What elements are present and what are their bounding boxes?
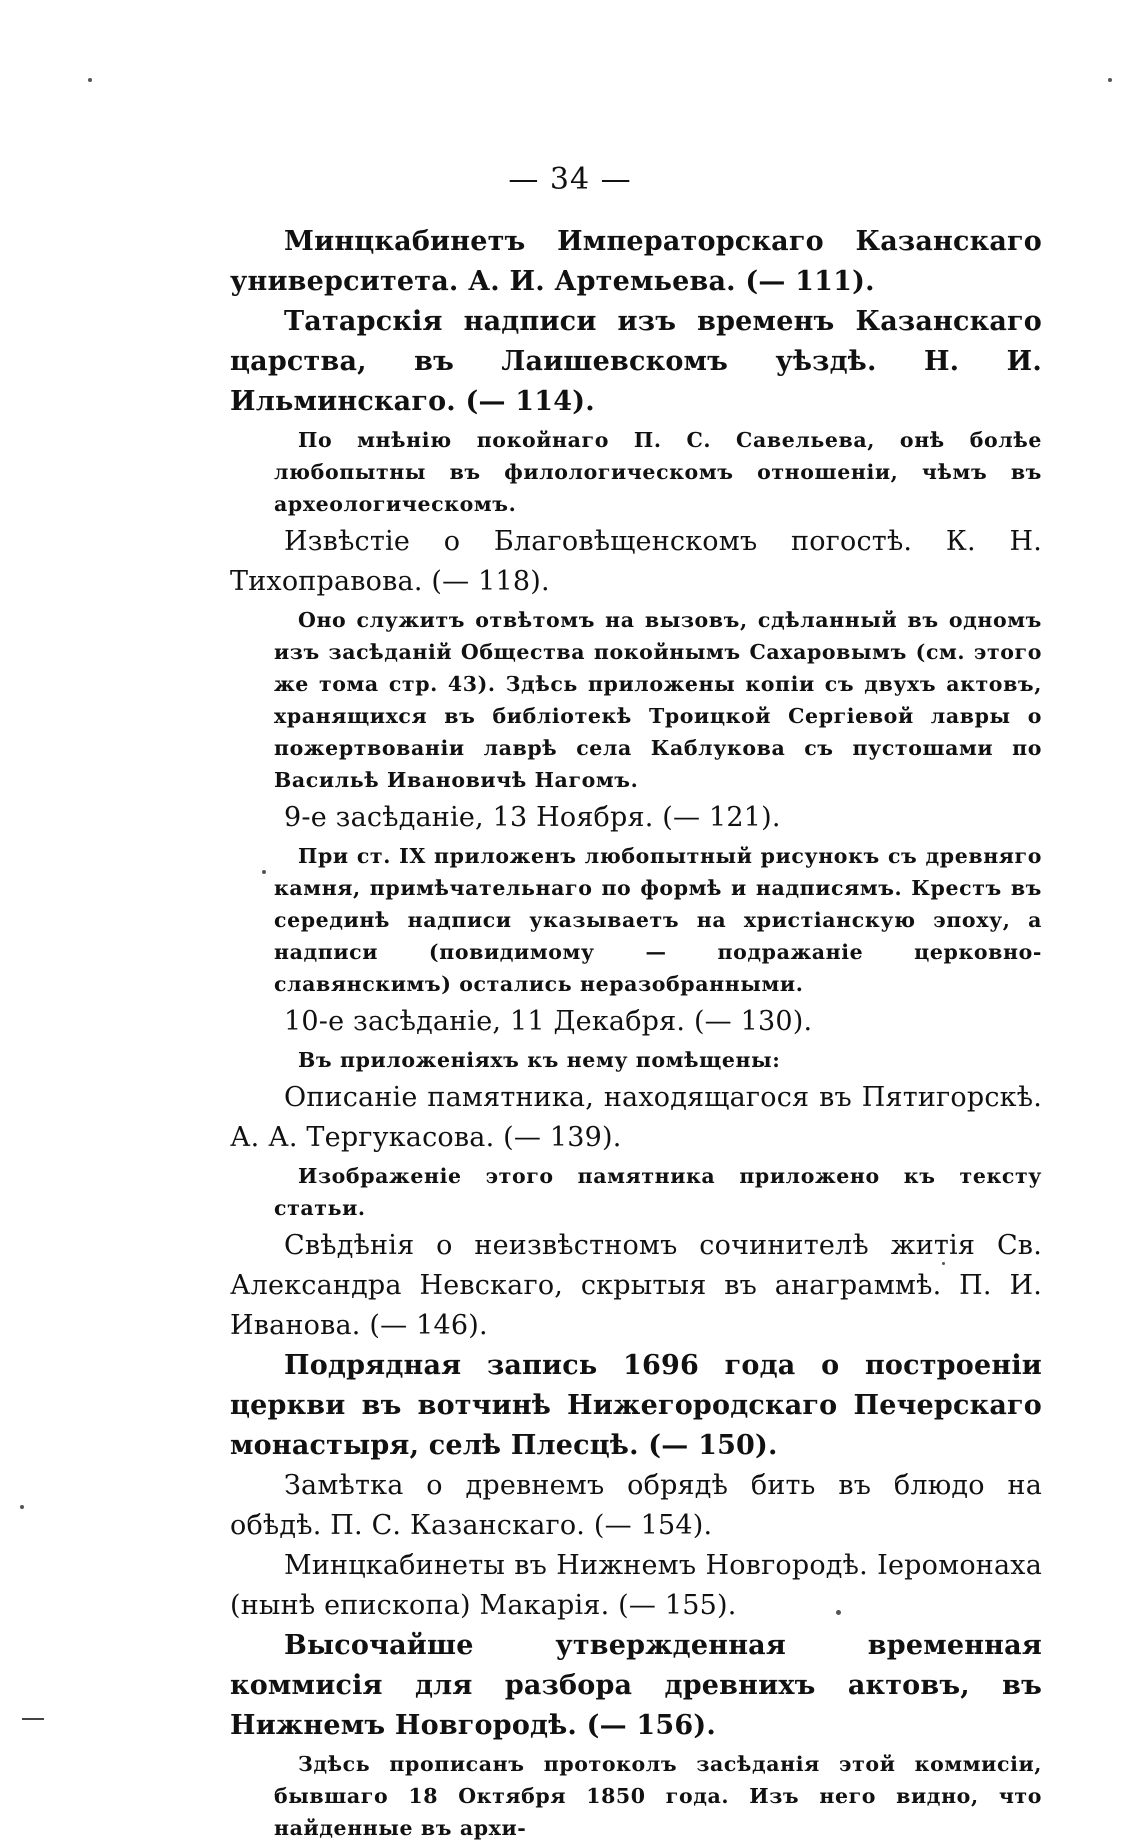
note-ancient-stone-drawing: При ст. IX приложенъ любопытный рисунокъ съ древняго камня, примѣчательнаго по формѣ и надписямъ. Крестъ въ серединѣ надписи указываетъ на христіанскую эпоху, а надписи (повидимому — подражаніе церковно-славянскимъ) остались неразобранными. bbox=[274, 844, 1042, 996]
scan-speck bbox=[1108, 78, 1112, 82]
scan-speck bbox=[836, 1610, 841, 1615]
note-commission-protocol: Здѣсь прописанъ протоколъ засѣданія этой коммисіи, бывшаго 18 Октября 1850 года. Изъ него видно, что найденные въ архи- bbox=[274, 1752, 1042, 1840]
scan-speck bbox=[262, 870, 266, 874]
note-attachments-intro: Въ приложеніяхъ къ нему помѣщены: bbox=[298, 1048, 781, 1072]
page-number: — 34 — bbox=[508, 162, 632, 197]
entry-mintskabinety-nizhny: Минцкабинеты въ Нижнемъ Новгородѣ. Іеромонаха (нынѣ епископа) Макарія. (— 155). bbox=[230, 1550, 1042, 1621]
scan-speck bbox=[20, 1505, 24, 1509]
entry-ancient-rite: Замѣтка о древнемъ обрядѣ бить въ блюдо на обѣдѣ. П. С. Казанскаго. (— 154). bbox=[230, 1470, 1042, 1541]
scan-speck bbox=[942, 1262, 945, 1265]
scan-speck bbox=[88, 78, 92, 82]
entry-commission-ancient-acts: Высочайше утвержденная временная коммисія для разбора древнихъ актовъ, въ Нижнемъ Новгородѣ. (— 156). bbox=[230, 1630, 1042, 1741]
entry-tatar-inscriptions: Татарскія надписи изъ временъ Казанскаго царства, въ Лаишевскомъ уѣздѣ. Н. И. Ильминскаго. (— 114). bbox=[230, 306, 1042, 417]
note-sakharov-reply: Оно служитъ отвѣтомъ на вызовъ, сдѣланный въ одномъ изъ засѣданій Общества покойнымъ Сахаровымъ (см. этого же тома стр. 43). Здѣсь приложены копіи съ двухъ актовъ, хранящихся въ библіотекѣ Троицкой Сергіевой лавры о пожертвованіи лаврѣ села Каблукова съ пустошами по Васильѣ Ивановичѣ Нагомъ. bbox=[274, 608, 1042, 792]
note-monument-image: Изображеніе этого памятника приложено къ тексту статьи. bbox=[274, 1164, 1042, 1220]
scan-mark bbox=[22, 1718, 44, 1720]
entry-alexander-nevsky-anagram: Свѣдѣнія о неизвѣстномъ сочинителѣ житія Св. Александра Невскаго, скрытыя въ анаграммѣ. П. И. Иванова. (— 146). bbox=[230, 1230, 1042, 1341]
entry-meeting-9: 9-е засѣданіе, 13 Ноября. (— 121). bbox=[284, 802, 781, 833]
entry-pyatigorsk-monument: Описаніе памятника, находящагося въ Пятигорскѣ. А. А. Тергукасова. (— 139). bbox=[230, 1082, 1042, 1153]
entries-list bbox=[230, 222, 1042, 1846]
entry-mintskabinet-kazan: Минцкабинетъ Императорскаго Казанскаго университета. А. И. Артемьева. (— 111). bbox=[230, 226, 1042, 297]
entry-blagoveshchensky-pogost: Извѣстіе о Благовѣщенскомъ погостѣ. К. Н. Тихоправова. (— 118). bbox=[230, 526, 1042, 597]
entry-podryadnaya-zapis-1696: Подрядная запись 1696 года о построеніи церкви въ вотчинѣ Нижегородскаго Печерскаго монастыря, селѣ Плесцѣ. (— 150). bbox=[230, 1350, 1042, 1461]
note-savelyev-opinion: По мнѣнію покойнаго П. С. Савельева, онѣ болѣе любопытны въ филологическомъ отношеніи, чѣмъ въ археологическомъ. bbox=[274, 428, 1042, 516]
entry-meeting-10: 10-е засѣданіе, 11 Декабря. (— 130). bbox=[284, 1006, 813, 1037]
